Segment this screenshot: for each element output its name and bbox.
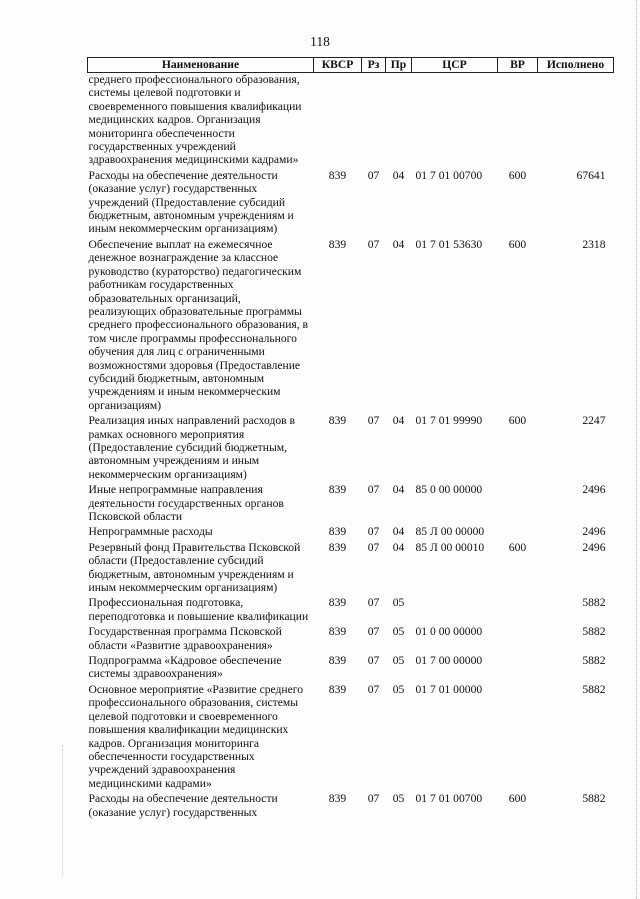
column-header-sum: Исполнено	[538, 58, 614, 73]
cell-rz: 07	[367, 654, 380, 668]
cell-name: Государственная программа Псковской области «Развитие здравоохранения»	[88, 625, 282, 652]
cell-kvsr: 839	[328, 414, 347, 428]
cell-pr: 04	[392, 168, 405, 182]
cell-csr	[412, 596, 498, 625]
cell-csr: 85 Л 00 00010	[415, 540, 485, 554]
cell-csr: 85 0 00 00000	[415, 483, 483, 497]
cell-vr	[498, 483, 538, 525]
cell-name: среднего профессионального образования, системы целевой подготовки и своевременного повышения квалификации медицинских кадров. Организация мониторинга обеспеченности государственных учреждений здравоохранения медицинскими кадрами»	[88, 73, 302, 167]
cell-rz: 07	[367, 168, 380, 182]
cell-pr: 05	[392, 654, 405, 668]
cell-sum: 5882	[582, 625, 606, 639]
cell-name: Иные непрограммные направления деятельности государственных органов Псковской области	[88, 483, 284, 523]
cell-vr: 600	[508, 540, 527, 554]
table-row	[88, 596, 614, 625]
scan-edge-left	[62, 745, 64, 875]
cell-csr: 01 7 01 53630	[415, 237, 483, 251]
cell-pr: 05	[392, 792, 405, 806]
table-row	[88, 169, 614, 238]
cell-name: Реализация иных направлений расходов в рамках основного мероприятия (Предоставление субсидий бюджетным, автономным учреждениям и иным некоммерческим организациям)	[88, 414, 295, 481]
column-header-name: Наименование	[88, 58, 314, 73]
cell-name: Непрограммные расходы	[88, 525, 213, 539]
cell-csr: 01 7 00 00000	[415, 654, 483, 668]
budget-execution-table	[87, 57, 614, 821]
cell-sum: 5882	[582, 682, 606, 696]
cell-vr	[498, 525, 538, 540]
table-row	[88, 541, 614, 597]
cell-rz: 07	[367, 414, 380, 428]
cell-name: Расходы на обеспечение деятельности (оказание услуг) государственных	[88, 792, 278, 819]
cell-rz: 07	[367, 525, 380, 539]
cell-pr: 05	[392, 625, 405, 639]
cell-csr: 01 7 01 00000	[415, 682, 483, 696]
cell-vr: 600	[508, 168, 527, 182]
cell-rz: 07	[367, 237, 380, 251]
cell-sum	[538, 73, 614, 169]
table-row	[88, 683, 614, 792]
cell-csr: 85 Л 00 00000	[415, 525, 485, 539]
cell-csr	[412, 73, 498, 169]
cell-kvsr: 839	[328, 596, 347, 610]
cell-vr	[498, 683, 538, 792]
column-header-csr: ЦСР	[412, 58, 498, 73]
cell-sum: 2496	[582, 483, 606, 497]
cell-name: Резервный фонд Правительства Псковской области (Предоставление субсидий бюджетным, автономным учреждениям и иным некоммерческим организациям)	[88, 540, 301, 595]
cell-kvsr: 839	[328, 654, 347, 668]
cell-csr: 01 7 01 00700	[415, 792, 483, 806]
table-body	[88, 73, 614, 821]
cell-rz: 07	[367, 540, 380, 554]
column-header-rz: Рз	[362, 58, 386, 73]
page-number: 118	[310, 34, 330, 49]
cell-sum: 2496	[582, 540, 606, 554]
column-header-pr: Пр	[386, 58, 412, 73]
cell-pr: 04	[392, 414, 405, 428]
table-row	[88, 525, 614, 540]
cell-vr: 600	[508, 414, 527, 428]
table-row	[88, 238, 614, 414]
cell-kvsr: 839	[328, 525, 347, 539]
cell-sum: 2496	[582, 525, 606, 539]
cell-name: Профессиональная подготовка, переподготовка и повышение квалификации	[88, 596, 309, 623]
cell-sum: 67641	[576, 168, 606, 182]
cell-kvsr: 839	[328, 483, 347, 497]
table-row	[88, 414, 614, 483]
cell-vr	[498, 625, 538, 654]
cell-name: Основное мероприятие «Развитие среднего профессионального образования, системы целевой подготовки и своевременного повышения квалификации медицинских кадров. Организация мониторинга обеспеченности государственных учреждений здравоохранения медицинскими кадрами»	[88, 682, 304, 790]
cell-kvsr: 839	[328, 540, 347, 554]
cell-kvsr: 839	[328, 682, 347, 696]
table-header	[88, 58, 614, 73]
cell-vr: 600	[508, 237, 527, 251]
cell-pr: 04	[392, 540, 405, 554]
cell-csr: 01 7 01 99990	[415, 414, 483, 428]
table-row	[88, 483, 614, 525]
cell-pr: 05	[392, 596, 405, 610]
cell-kvsr: 839	[328, 168, 347, 182]
cell-rz: 07	[367, 483, 380, 497]
cell-vr	[498, 73, 538, 169]
cell-kvsr: 839	[328, 237, 347, 251]
cell-rz	[362, 73, 386, 169]
cell-pr: 04	[392, 237, 405, 251]
cell-sum: 5882	[582, 792, 606, 806]
cell-kvsr: 839	[328, 792, 347, 806]
cell-sum: 2247	[582, 414, 606, 428]
cell-pr: 05	[392, 682, 405, 696]
table-row	[88, 792, 614, 821]
cell-sum: 5882	[582, 596, 606, 610]
table-row	[88, 625, 614, 654]
cell-kvsr	[314, 73, 362, 169]
scan-edge-right	[635, 0, 637, 899]
cell-name: Подпрограмма «Кадровое обеспечение системы здравоохранения»	[88, 654, 282, 681]
cell-name: Обеспечение выплат на ежемесячное денежное вознаграждение за классное руководство (кураторство) педагогическим работникам государственных образовательных организаций, реализующих образовательные программы среднего профессионального образования, в том числе программы профессионального обучения для лиц с ограниченными возможностями здоровья (Предоставление субсидий бюджетным, автономным учреждениям и иным некоммерческим организациям)	[88, 237, 308, 412]
cell-vr: 600	[508, 792, 527, 806]
cell-vr	[498, 654, 538, 683]
table-row	[88, 73, 614, 169]
cell-rz: 07	[367, 596, 380, 610]
column-header-vr: ВР	[498, 58, 538, 73]
cell-pr: 04	[392, 483, 405, 497]
cell-csr: 01 7 01 00700	[415, 168, 483, 182]
cell-vr	[498, 596, 538, 625]
table-row	[88, 654, 614, 683]
column-header-kvsr: КВСР	[314, 58, 362, 73]
cell-rz: 07	[367, 792, 380, 806]
cell-rz: 07	[367, 625, 380, 639]
cell-name: Расходы на обеспечение деятельности (оказание услуг) государственных учреждений (Предоставление субсидий бюджетным, автономным учреждениям и иным некоммерческим организациям)	[88, 168, 294, 236]
cell-sum: 2318	[582, 237, 606, 251]
cell-rz: 07	[367, 682, 380, 696]
cell-kvsr: 839	[328, 625, 347, 639]
cell-pr	[386, 73, 412, 169]
cell-sum: 5882	[582, 654, 606, 668]
cell-csr: 01 0 00 00000	[415, 625, 483, 639]
cell-pr: 04	[392, 525, 405, 539]
